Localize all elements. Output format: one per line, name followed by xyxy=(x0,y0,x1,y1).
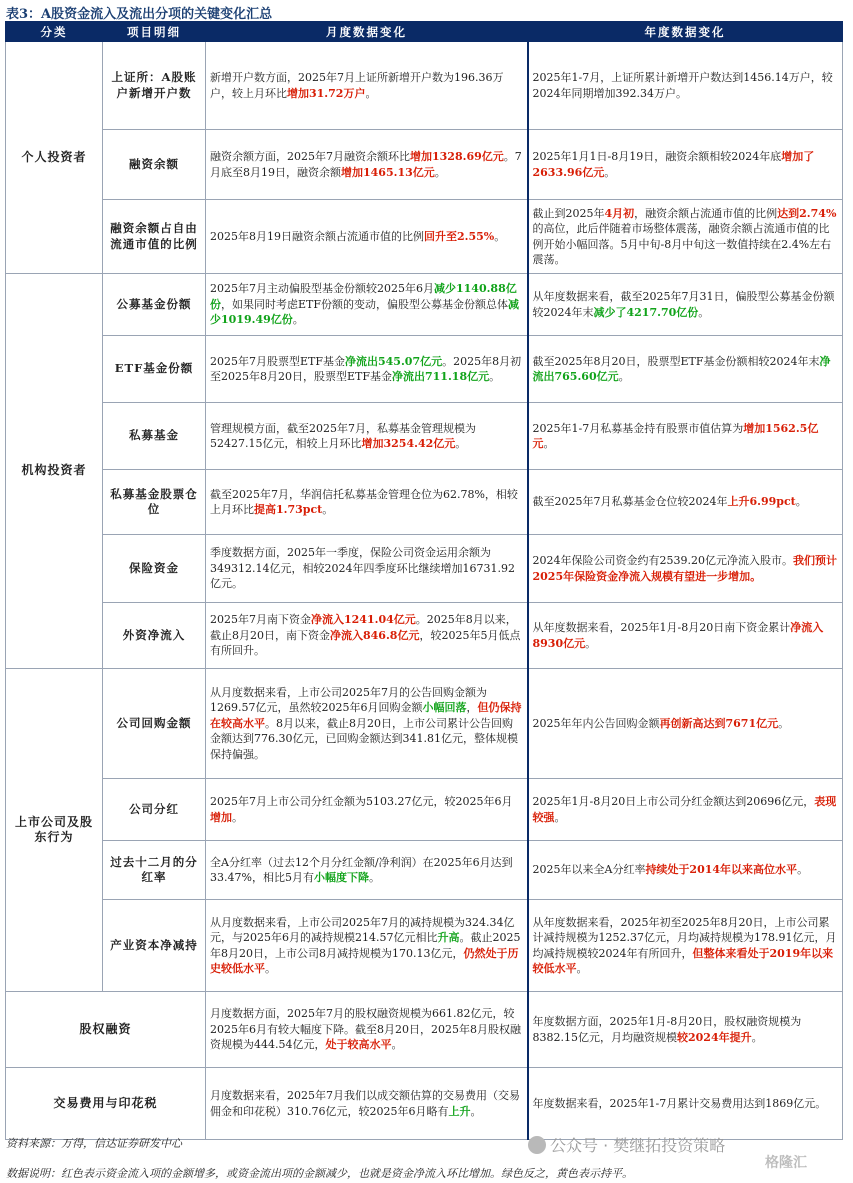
monthly-cell xyxy=(206,403,528,470)
text-segment: 新增开户数方面，2025年7月上证所新增开户数为196.36万户，较上月环比 xyxy=(210,71,504,100)
item-label: 保险资金 xyxy=(103,535,206,603)
text-segment: 2024年保险公司资金约有2539.20亿元净流入股市。 xyxy=(532,554,793,567)
monthly-cell xyxy=(206,42,528,130)
table-row xyxy=(6,130,843,200)
text-segment: 截至2025年7月，华润信托私募基金管理仓位为62.78%，相较上月环比 xyxy=(210,487,518,516)
monthly-cell xyxy=(206,779,528,841)
item-label: 公司回购金额 xyxy=(103,669,206,779)
watermark-text: 公众号 · 樊继拓投资策略 xyxy=(550,1136,726,1155)
text-segment: 上升 xyxy=(448,1104,471,1118)
text-segment: 净流入846.8亿元 xyxy=(330,628,420,642)
text-segment: 月度数据方面，2025年7月的股权融资规模为661.82亿元，较2025年6月有较大幅度下降。截至8月20日，2025年8月股权融资规模为444.54亿元， xyxy=(210,1007,521,1052)
text-segment: 。 xyxy=(368,871,380,884)
text-segment: 净流出711.18亿元 xyxy=(392,370,490,383)
category-personal: 个人投资者 xyxy=(6,42,103,274)
text-segment: ，如果同时考虑ETF份额的变动，偏股型公募基金份额总体 xyxy=(221,297,508,311)
text-segment: 截止到2025年 xyxy=(532,206,605,220)
table-row xyxy=(6,42,843,130)
text-segment: 的高位，此后伴随着市场整体震荡，融资余额占流通市值的比例开始小幅回落。5月中旬-8月中旬这一数值持续在2.4%左右震荡。 xyxy=(532,222,832,266)
text-segment: 。 xyxy=(543,437,555,450)
text-segment: 处于较高水平 xyxy=(325,1038,392,1052)
header-yearly: 年度数据变化 xyxy=(528,22,843,42)
text-segment: 减少1019.49亿份 xyxy=(210,297,519,327)
wechat-icon xyxy=(528,1136,546,1154)
text-segment: 。 xyxy=(576,962,588,975)
text-segment: ， xyxy=(466,701,478,715)
source-note: 资料来源：万得，信达证券研发中心 xyxy=(6,1137,182,1150)
text-segment: 2025年7月主动偏股型基金份额较2025年6月 xyxy=(210,282,434,296)
item-label: 外资净流入 xyxy=(103,603,206,669)
text-segment: 达到2.74% xyxy=(777,206,837,220)
text-segment: 净流出765.60亿元 xyxy=(532,354,831,383)
text-segment: 增加31.72万户 xyxy=(287,86,366,100)
text-segment: 全A分红率（过去12个月分红金额/净利润）在2025年6月达到33.47%，相比5月有 xyxy=(210,855,513,884)
text-segment: 减少1140.88亿份 xyxy=(210,282,517,311)
text-segment: 。 xyxy=(618,370,630,383)
yearly-cell xyxy=(528,274,843,336)
yearly-cell xyxy=(528,403,843,470)
text-segment: 但整体来看处于2019年以来较低水平 xyxy=(532,946,834,975)
text-segment: 。 xyxy=(604,165,616,179)
text-segment: 。 xyxy=(795,495,807,509)
text-segment: 持续处于2014年以来高位水平 xyxy=(645,863,798,877)
item-label: 过去十二月的分红率 xyxy=(103,841,206,900)
header-monthly: 月度数据变化 xyxy=(206,22,528,42)
text-segment: 增加 xyxy=(210,810,232,824)
table-row xyxy=(6,1068,843,1140)
text-segment: 4月初 xyxy=(604,206,635,220)
yearly-cell xyxy=(528,470,843,535)
text-segment: 小幅回落 xyxy=(422,701,467,715)
text-segment: 2025年1-7月私募基金持有股票市值估算为 xyxy=(532,421,744,435)
text-segment: 。 xyxy=(698,305,710,319)
text-segment: 月度数据来看，2025年7月我们以成交额估算的交易费用（交易佣金和印花税）310.76亿元，较2025年6月略有 xyxy=(210,1089,520,1118)
text-segment: 增加1562.5亿元 xyxy=(532,421,819,450)
text-segment: ，较2025年5月低点有所回升。 xyxy=(210,628,521,658)
yearly-cell xyxy=(528,841,843,900)
table-row xyxy=(6,603,843,669)
text-segment: 。 xyxy=(797,863,809,877)
text-segment: 仍然处于历史较低水平 xyxy=(210,946,519,975)
monthly-cell xyxy=(206,841,528,900)
summary-table xyxy=(5,21,843,1140)
monthly-cell xyxy=(206,992,528,1068)
text-segment: 。 xyxy=(778,716,790,730)
text-segment: 2025年1月-8月20日上市公司分红金额达到20696亿元， xyxy=(532,795,815,808)
monthly-cell xyxy=(206,336,528,403)
table-row xyxy=(6,336,843,403)
table-row xyxy=(6,403,843,470)
yearly-cell xyxy=(528,603,843,669)
text-segment: 。 xyxy=(292,313,304,327)
monthly-cell xyxy=(206,603,528,669)
text-segment: 净流出545.07亿元 xyxy=(345,354,443,368)
text-segment: 。 xyxy=(494,229,506,243)
text-segment: 2025年年内公告回购金额 xyxy=(532,716,660,730)
text-segment: 。 xyxy=(434,165,446,179)
text-segment: 增加3254.42亿元 xyxy=(361,437,456,450)
text-segment: 2025年7月股票型ETF基金 xyxy=(210,354,345,368)
monthly-cell xyxy=(206,274,528,336)
yearly-cell xyxy=(528,130,843,200)
text-segment: 。 xyxy=(585,636,597,650)
text-segment: 。 xyxy=(470,1104,482,1118)
text-segment: 提高1.73pct xyxy=(254,503,323,516)
text-segment: 。截止2025年8月20日，上市公司8月减持规模为170.13亿元， xyxy=(210,931,521,960)
text-segment: 再创新高达到7671亿元 xyxy=(659,716,779,730)
table-row xyxy=(6,274,843,336)
header-category: 分类 xyxy=(6,22,103,42)
text-segment: 。 xyxy=(232,810,243,824)
text-segment: 。8月以来，截止8月20日，上市公司累计公告回购金额达到776.30亿元，已回购金额达到341.81亿元，整体规模保持偏强。 xyxy=(210,716,518,761)
item-label: 公司分红 xyxy=(103,779,206,841)
data-note: 数据说明：红色表示资金流入项的金额增多，或资金流出项的金额减少，也就是资金净流入环比增加。绿色反之，黄色表示持平。 xyxy=(6,1167,633,1180)
text-segment: 2025年7月南下资金 xyxy=(210,613,311,627)
yearly-cell xyxy=(528,900,843,992)
text-segment: 截至2025年8月20日，股票型ETF基金份额相较2024年末 xyxy=(532,354,820,368)
text-segment: 。 xyxy=(751,1030,763,1044)
text-segment: 净流入8930亿元 xyxy=(532,621,824,650)
text-segment: 季度数据方面，2025年一季度，保险公司资金运用余额为349312.14亿元，相较2024年四季度环比继续增加16731.92亿元。 xyxy=(210,546,515,591)
text-segment: 减少了4217.70亿份 xyxy=(593,305,699,319)
text-segment: 2025年以来全A分红率 xyxy=(532,863,646,877)
watermark-logo: 格隆汇 xyxy=(765,1155,807,1171)
text-segment: 我们预计2025年保险资金净流入规模有望进一步增加。 xyxy=(532,554,837,583)
text-segment: 从年度数据来看，截至2025年7月31日，偏股型公募基金份额较2024年末 xyxy=(532,290,835,319)
text-segment: 。2025年8月以来，截止8月20日，南下资金 xyxy=(210,613,517,642)
text-segment: 年度数据方面，2025年1月-8月20日，股权融资规模为8382.15亿元，月均融资规模 xyxy=(532,1015,802,1044)
text-segment: 。 xyxy=(265,962,276,975)
monthly-cell xyxy=(206,535,528,603)
text-segment: 。2025年8月初至2025年8月20日，股票型ETF基金 xyxy=(210,354,522,383)
text-segment: 。7月底至8月19日，融资余额 xyxy=(210,150,522,179)
table-row xyxy=(6,535,843,603)
text-segment: 2025年1月1日-8月19日，融资余额相较2024年底 xyxy=(532,150,782,163)
text-segment: 从月度数据来看，上市公司2025年7月的减持规模为324.34亿元，与2025年6月的减持规模214.57亿元相比 xyxy=(210,915,515,944)
item-label: 私募基金股票仓位 xyxy=(103,470,206,535)
text-segment: ，融资余额占流通市值的比例 xyxy=(634,206,778,220)
yearly-cell xyxy=(528,535,843,603)
category-listed: 上市公司及股东行为 xyxy=(6,669,103,992)
text-segment: 。 xyxy=(365,86,377,100)
table-row xyxy=(6,669,843,779)
text-segment: 升高 xyxy=(437,931,460,944)
text-segment: 2025年1-7月，上证所累计新增开户数达到1456.14万户，较2024年同期增加392.34万户。 xyxy=(532,71,833,100)
item-label: 私募基金 xyxy=(103,403,206,470)
text-segment: 融资余额方面，2025年7月融资余额环比 xyxy=(210,150,410,163)
item-label: 上证所：A股账户新增开户数 xyxy=(103,42,206,130)
text-segment: 增加了2633.96亿元 xyxy=(532,150,815,179)
category-fees: 交易费用与印花税 xyxy=(6,1068,206,1140)
table-row xyxy=(6,779,843,841)
text-segment: 净流入1241.04亿元 xyxy=(311,613,416,627)
yearly-cell xyxy=(528,336,843,403)
yearly-cell xyxy=(528,779,843,841)
text-segment: 2025年7月上市公司分红金额为5103.27亿元，较2025年6月 xyxy=(210,795,513,808)
text-segment: 从年度数据来看，2025年初至2025年8月20日，上市公司累计减持规模为1252.37亿元，月均减持规模为178.91亿元，月均减持规模较2024年有所回升， xyxy=(532,915,837,960)
header-item: 项目明细 xyxy=(103,22,206,42)
table-row xyxy=(6,200,843,274)
monthly-cell xyxy=(206,669,528,779)
text-segment: 小幅度下降 xyxy=(313,871,369,884)
text-segment: 较2024年提升 xyxy=(677,1030,752,1044)
monthly-cell xyxy=(206,1068,528,1140)
item-label: 融资余额占自由流通市值的比例 xyxy=(103,200,206,274)
item-label: ETF基金份额 xyxy=(103,336,206,403)
yearly-cell xyxy=(528,42,843,130)
category-institutional: 机构投资者 xyxy=(6,274,103,669)
yearly-cell xyxy=(528,992,843,1068)
text-segment: 截至2025年7月私募基金仓位较2024年 xyxy=(532,495,728,509)
item-label: 产业资本净减持 xyxy=(103,900,206,992)
yearly-cell xyxy=(528,200,843,274)
text-segment: 增加1328.69亿元 xyxy=(410,150,504,163)
yearly-cell xyxy=(528,1068,843,1140)
yearly-cell xyxy=(528,669,843,779)
watermark xyxy=(528,1133,725,1156)
text-segment: 增加1465.13亿元 xyxy=(341,165,435,179)
text-segment: 回升至2.55% xyxy=(424,229,495,243)
header-row xyxy=(6,22,843,42)
text-segment: 。 xyxy=(554,810,566,824)
text-segment: 上升6.99pct xyxy=(727,495,796,509)
table-row xyxy=(6,992,843,1068)
text-segment: 。 xyxy=(391,1038,403,1052)
monthly-cell xyxy=(206,900,528,992)
text-segment: 表现较强 xyxy=(532,795,837,824)
text-segment: 从年度数据来看，2025年1月-8月20日南下资金累计 xyxy=(532,621,791,634)
text-segment: 。 xyxy=(322,503,334,516)
monthly-cell xyxy=(206,470,528,535)
text-segment: 。 xyxy=(489,370,501,383)
text-segment: 从月度数据来看，上市公司2025年7月的公告回购金额为1269.57亿元，虽然较2025年6月回购金额 xyxy=(210,685,487,715)
text-segment: 管理规模方面，截至2025年7月，私募基金管理规模为52427.15亿元，相较上月环比 xyxy=(210,421,476,450)
text-segment: 年度数据来看，2025年1-7月累计交易费用达到1869亿元。 xyxy=(532,1096,827,1110)
monthly-cell xyxy=(206,130,528,200)
text-segment: 2025年8月19日融资余额占流通市值的比例 xyxy=(210,229,424,243)
monthly-cell xyxy=(206,200,528,274)
text-segment: 但仍保持在较高水平 xyxy=(210,701,522,730)
table-row xyxy=(6,841,843,900)
category-equity: 股权融资 xyxy=(6,992,206,1068)
table-row xyxy=(6,900,843,992)
text-segment: 。 xyxy=(455,437,467,450)
table-row xyxy=(6,470,843,535)
item-label: 公募基金份额 xyxy=(103,274,206,336)
item-label: 融资余额 xyxy=(103,130,206,200)
table-title: 表3：A股资金流入及流出分项的关键变化汇总 xyxy=(6,7,273,22)
